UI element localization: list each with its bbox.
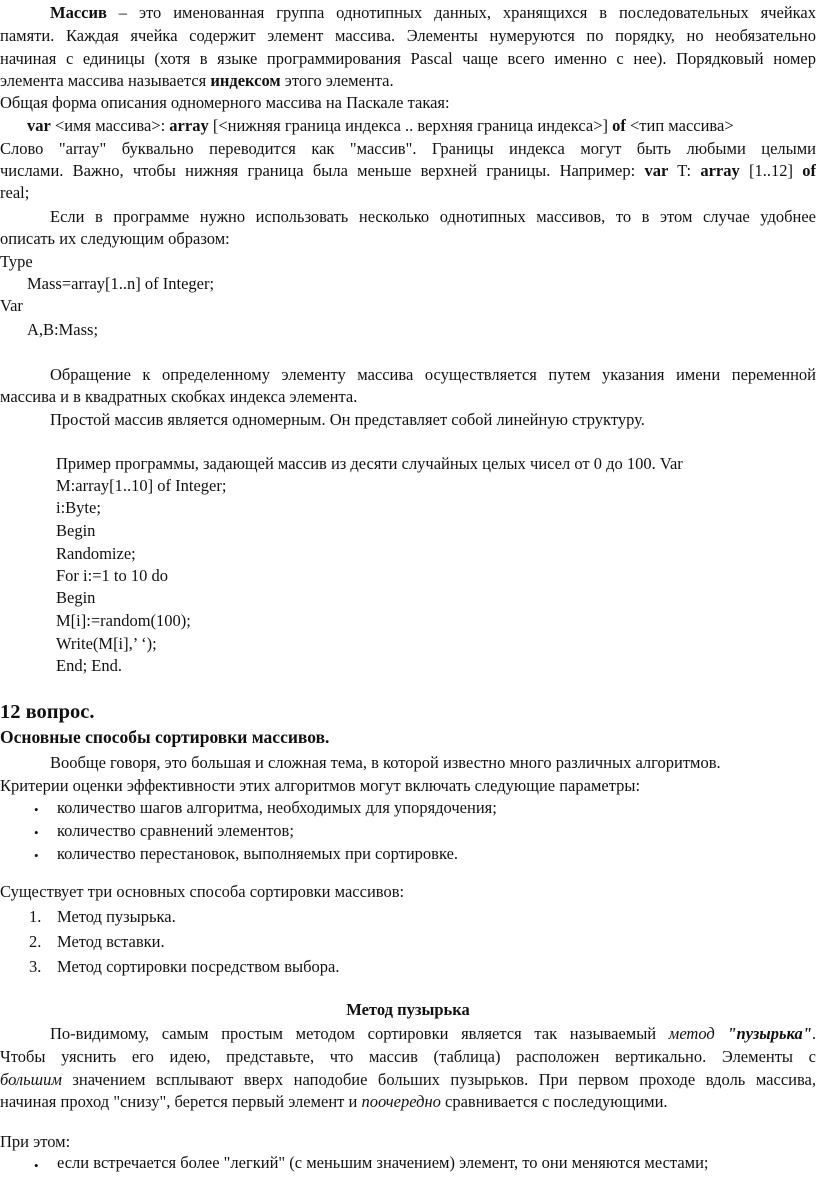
list-item: Метод вставки. (57, 932, 165, 951)
multiple-arrays-line-1: Если в программе нужно использовать несколько однотипных массивов, то в этом случае удобнее (50, 207, 816, 226)
list-item: Метод сортировки посредством выбора. (57, 957, 340, 976)
bubble-text-line-2: Чтобы уяснить его идею, представьте, что массив (таблица) расположен вертикально. Элементы с (0, 1047, 816, 1066)
code-line: M[i]:=random(100); (56, 611, 191, 630)
list-number: 3. (29, 957, 42, 976)
bullet-icon: • (34, 802, 39, 817)
array-word-line-3: real; (0, 183, 30, 202)
code-line: Write(M[i],’ ‘); (56, 634, 157, 653)
code-line: Begin (56, 588, 96, 607)
bullet-icon: • (34, 825, 39, 840)
section-heading: Основные способы сортировки массивов. (0, 727, 330, 747)
code-line: Begin (56, 521, 96, 540)
list-item: Метод пузырька. (57, 907, 176, 926)
bubble-text-line-4: начиная проход "снизу", берется первый элемент и поочередно сравнивается с последующими. (0, 1092, 668, 1111)
code-line: End; End. (56, 656, 122, 675)
element-access-line-1: Обращение к определенному элементу массива осуществляется путем указания имени переменной (50, 365, 816, 384)
array-word-line-1: Слово "array" буквально переводится как "массив". Границы индекса могут быть любыми целыми (0, 139, 816, 158)
list-number: 1. (29, 907, 42, 926)
element-access-line-2: массива и в квадратных скобках индекса элемента. (0, 387, 358, 406)
question-heading: 12 вопрос. (0, 701, 95, 723)
code-mass-line: Mass=array[1..n] of Integer; (27, 274, 215, 293)
array-definition-line-1: Массив – это именованная группа однотипных данных, хранящихся в последовательных ячейках (50, 3, 816, 22)
code-ab-line: A,B:Mass; (27, 320, 99, 339)
with-this-text: При этом: (0, 1132, 71, 1151)
array-definition-line-4: элемента массива называется индексом этого элемента. (0, 71, 394, 90)
bullet-icon: • (34, 848, 39, 863)
list-item: количество шагов алгоритма, необходимых для упорядочения; (57, 798, 497, 817)
term-index: индексом (210, 71, 281, 90)
bubble-text-line-3: большим значением всплывают вверх наподобие больших пузырьков. При первом проходе вдоль массива, (0, 1070, 816, 1089)
array-definition-line-3: начиная с единицы (хотя в языке программирования Pascal чаще всего именно с нее). Порядковый номер (0, 49, 816, 68)
sorting-intro-line-1: Вообще говоря, это большая и сложная тема, в которой известно много различных алгоритмов. (50, 753, 721, 772)
code-type-line: Type (0, 252, 33, 271)
list-item: количество перестановок, выполняемых при сортировке. (57, 844, 459, 863)
array-word-line-2: числами. Важно, чтобы нижняя граница была меньше верхней границы. Например: var T: array [1..12] of (0, 161, 816, 180)
program-example-text: Пример программы, задающей массив из десяти случайных целых чисел от 0 до 100. Var (56, 454, 683, 473)
code-var-line: Var (0, 296, 23, 315)
three-methods-text: Существует три основных способа сортировки массивов: (0, 882, 405, 901)
simple-array-text: Простой массив является одномерным. Он представляет собой линейную структуру. (50, 410, 645, 429)
code-line: For i:=1 to 10 do (56, 566, 168, 585)
code-line: M:array[1..10] of Integer; (56, 476, 227, 495)
list-number: 2. (29, 932, 42, 951)
general-form-text: Общая форма описания одномерного массива на Паскале такая: (0, 93, 450, 112)
sorting-intro-line-2: Критерии оценки эффективности этих алгоритмов могут включать следующие параметры: (0, 776, 641, 795)
bubble-text-line-1: По-видимому, самым простым методом сортировки является так называемый метод "пузырька". (50, 1024, 816, 1043)
list-item: если встречается более "легкий" (с меньшим значением) элемент, то они меняются местами; (57, 1153, 709, 1172)
multiple-arrays-line-2: описать их следующим образом: (0, 229, 230, 248)
bullet-icon: • (34, 1158, 39, 1173)
code-line: i:Byte; (56, 498, 101, 517)
list-item: количество сравнений элементов; (57, 821, 294, 840)
bubble-method-heading: Метод пузырька (346, 1000, 470, 1019)
code-line: Randomize; (56, 544, 136, 563)
array-definition-line-2: памяти. Каждая ячейка содержит элемент массива. Элементы нумеруются по порядку, но необязательно (0, 26, 816, 45)
term-array: Массив (50, 3, 107, 22)
syntax-line: var <имя массива>: array [<нижняя граница индекса .. верхняя граница индекса>] of <тип массива> (27, 116, 734, 135)
